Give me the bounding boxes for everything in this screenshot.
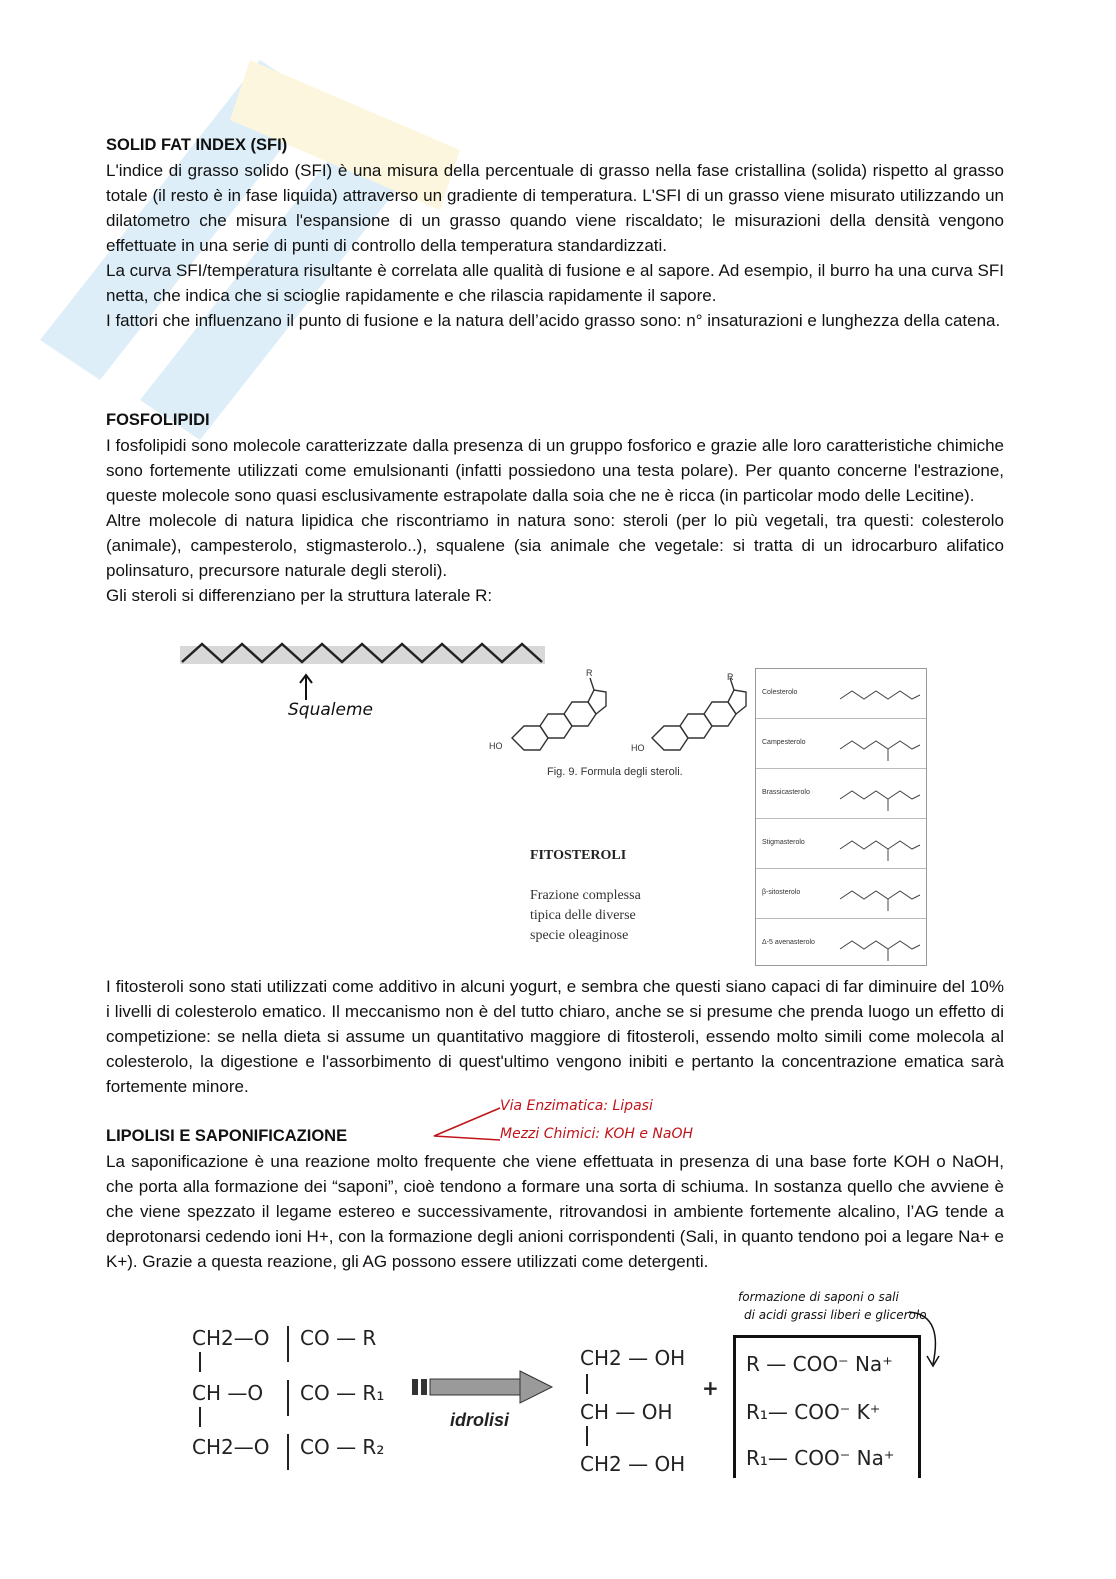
glycerol-line-2: CH — OH <box>580 1400 673 1424</box>
fosfolipidi-section <box>106 408 1004 608</box>
acyl-group-1: CO — R <box>300 1326 377 1350</box>
fosfolipidi-paragraph-1: I fosfolipidi sono molecole caratterizzate dalla presenza di un gruppo fosforico e grazie alle loro caratteristiche chimiche sono fortemente utilizzati come emulsionanti (infatti possiedono una testa polare). Per quanto concerne l'estrazione, queste molecole sono quasi esclusivamente estrapolate dalla soia che ne è ricca (in particolar modo delle Lecitine). <box>106 436 1004 505</box>
fito-desc-line: Frazione complessa <box>530 888 641 903</box>
squalene-arrow <box>294 672 318 702</box>
side-chain-structure <box>838 877 923 913</box>
sterol-name: Stigmasterolo <box>762 839 805 846</box>
hydrolysis-label: idrolisi <box>450 1410 510 1430</box>
glycerol-line-1: CH2 — OH <box>580 1346 686 1370</box>
triglyceride-line-3: CH2—O <box>192 1435 270 1459</box>
fosfolipidi-paragraph-2: Altre molecole di natura lipidica che riscontriamo in natura sono: steroli (per lo più vegetali, tra questi: colesterolo (animale), campesterolo, stigmasterolo..), squalene (sia animale che vegetale: si tratta di un idrocarburo alifatico polinsaturo, precursore naturale degli steroli). <box>106 511 1004 580</box>
side-chain-structure <box>838 927 923 963</box>
fito-desc-line: specie oleaginose <box>530 928 629 943</box>
side-chain-structure <box>838 827 923 863</box>
sfi-section <box>106 133 1004 333</box>
fosfolipidi-heading: FOSFOLIPIDI <box>106 411 210 429</box>
annotation-bracket <box>430 1104 502 1144</box>
lipolisi-section <box>106 1124 1004 1274</box>
lipolisi-paragraph: La saponificazione è una reazione molto frequente che viene effettuata in presenza di una base forte KOH o NaOH, che porta alla formazione dei “saponi”, cioè tendono a formare una sorta di schiuma. In sostanza quello che avviene è che viene spezzato il legame estereo e successivamente, ritrovandosi in ambiente fortemente alcalino, l’AG tende a deprotonarsi cedendo ioni H+, con la formazione degli anioni corrispondenti (Sali, in quanto tendono poi a legare Na+ e K+). Grazie a questa reazione, gli AG possono essere utilizzati come detergenti. <box>106 1152 1004 1271</box>
ho-label-1: HO <box>489 741 503 751</box>
acyl-group-2: CO — R₁ <box>300 1381 385 1405</box>
annotation-chemical: Mezzi Chimici: KOH e NaOH <box>500 1126 694 1142</box>
sterol-row <box>756 919 926 968</box>
squalene-structure <box>180 636 550 668</box>
figure-caption: Fig. 9. Formula degli steroli. <box>547 766 683 778</box>
sterol-row <box>756 769 926 819</box>
sfi-paragraph-2: La curva SFI/temperatura risultante è correlata alle qualità di fusione e al sapore. Ad esempio, il burro ha una curva SFI netta, che indica che si scioglie rapidamente e che rilascia rapidamente il sapore. <box>106 261 1004 305</box>
sfi-heading: SOLID FAT INDEX (SFI) <box>106 136 288 154</box>
side-chain-structure <box>838 677 923 713</box>
salt-line-1: R — COO⁻ Na⁺ <box>746 1352 893 1376</box>
fitosteroli-description <box>530 886 641 946</box>
sterol-row <box>756 719 926 769</box>
sterol-name: Brassicasterolo <box>762 789 810 796</box>
glycerol-line-3: CH2 — OH <box>580 1452 686 1476</box>
fito-desc-line: tipica delle diverse <box>530 908 636 923</box>
triglyceride-line-2: CH —O <box>192 1381 264 1405</box>
glycerol-bonds <box>580 1372 600 1452</box>
sterol-row <box>756 819 926 869</box>
sterol-name: Colesterolo <box>762 689 798 696</box>
sterol-table <box>755 668 927 966</box>
triglyceride-line-1: CH2—O <box>192 1326 270 1350</box>
side-chain-structure <box>838 777 923 813</box>
sterol-name: Δ-5 avenasterolo <box>762 939 815 946</box>
reaction-plus: + <box>702 1376 719 1400</box>
fitosteroli-title: FITOSTEROLI <box>530 848 627 863</box>
salt-line-2: R₁— COO⁻ K⁺ <box>746 1400 881 1424</box>
side-chain-structure <box>838 727 923 763</box>
squalene-label: Squaleme <box>288 700 373 720</box>
fitosteroli-paragraph: I fitosteroli sono stati utilizzati come additivo in alcuni yogurt, e sembra che questi siano capaci di far diminuire del 10% i livelli di colesterolo ematico. Il meccanismo non è del tutto chiaro, anche se si presume che prenda luogo un effetto di competizione: se nella dieta si assume un quantitativo maggiore di fitosteroli, essendo molto simili come molecola al colesterolo, la digestione e l'assorbimento di quest'ultimo vengono inibiti e pertanto la concentrazione ematica sarà fortemente minore. <box>106 977 1004 1096</box>
r-label-1: R <box>586 668 593 678</box>
ho-label-2: HO <box>631 743 645 753</box>
sfi-paragraph-1: L'indice di grasso solido (SFI) è una misura della percentuale di grasso nella fase cristallina (solida) rispetto al grasso totale (il resto è in fase liquida) attraverso un gradiente di temperatura. L'SFI di un grasso viene misurato utilizzando un dilatometro che misura l'espansione di un grasso quando viene riscaldato; le misurazioni della densità vengono effettuate in una serie di punti di controllo della temperatura standardizzati. <box>106 161 1004 255</box>
annotation-enzymatic: Via Enzimatica: Lipasi <box>500 1098 653 1114</box>
steroid-skeletons <box>482 668 752 768</box>
lipolisi-heading: LIPOLISI E SAPONIFICAZIONE <box>106 1127 348 1145</box>
triglyceride-bonds <box>192 1318 312 1478</box>
salts-note-line-1: formazione di saponi o sali <box>738 1290 899 1304</box>
sterol-name: Campesterolo <box>762 739 806 746</box>
fosfolipidi-paragraph-3: Gli steroli si differenziano per la struttura laterale R: <box>106 586 493 605</box>
hydrolysis-arrow <box>410 1370 555 1404</box>
salt-line-3: R₁— COO⁻ Na⁺ <box>746 1446 895 1470</box>
sterol-name: β-sitosterolo <box>762 889 801 896</box>
sfi-paragraph-3: I fattori che influenzano il punto di fusione e la natura dell’acido grasso sono: n° insaturazioni e lunghezza della catena. <box>106 311 1001 330</box>
r-label-2: R <box>727 672 734 682</box>
salts-note-arrow <box>905 1306 945 1370</box>
sterol-row <box>756 669 926 719</box>
acyl-group-3: CO — R₂ <box>300 1435 385 1459</box>
sterol-row <box>756 869 926 919</box>
salts-note-line-2: di acidi grassi liberi e glicerolo <box>744 1308 927 1322</box>
